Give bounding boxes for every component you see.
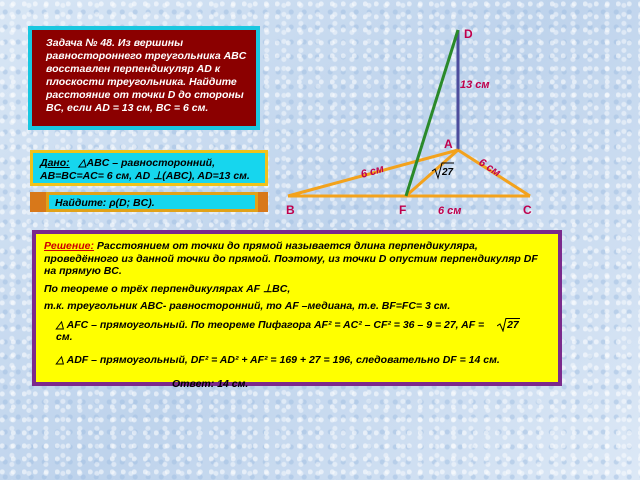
solution-line-3 bbox=[56, 319, 550, 344]
ad-length-label: 13 см bbox=[460, 79, 490, 91]
svg-text:27: 27 bbox=[442, 167, 454, 178]
solution-intro-text: Расстоянием от точки до прямой называется длина перпендикуляра, проведённого из данной точки до прямой. Поэтому, из точки D опустим перпендикуляр DF на прямую BC. bbox=[44, 240, 538, 277]
given-box bbox=[30, 150, 268, 186]
solution-line-2: т.к. треугольник ABC- равносторонний, то AF –медиана, т.е. BF=FC= 3 см. bbox=[44, 300, 451, 312]
task-text: Из вершины равностороннего треугольника ABC восставлен перпендикуляр AD к плоскости треугольника. Найдите расстояние от точки D до стороны BC, если AD = 13 см, BC = 6 см. bbox=[46, 37, 247, 114]
triangle-symbol: △ bbox=[56, 353, 67, 366]
solution-line-1: По теореме о трёх перпендикулярах AF ⊥BC, bbox=[44, 282, 291, 295]
given-line-2: AB=BC=AC= 6 см, AD ⊥(ABC), AD=13 см. bbox=[40, 170, 250, 182]
solution-line-3-unit: см. bbox=[56, 331, 73, 343]
solution-answer: Ответ: 14 см. bbox=[172, 378, 249, 390]
point-c-label: C bbox=[523, 203, 532, 217]
point-d-label: D bbox=[464, 27, 473, 41]
find-text: ρ(D; BC). bbox=[109, 197, 155, 209]
point-b-label: B bbox=[286, 203, 295, 217]
triangle-symbol: △ bbox=[72, 157, 87, 169]
solution-line-3-text: AFC – прямоугольный. По теореме Пифагора AF² = AC² – CF² = 36 – 9 = 27, AF = bbox=[66, 318, 485, 331]
task-box bbox=[28, 26, 260, 130]
solution-label: Решение: bbox=[44, 240, 94, 252]
solution-line-4-text: ADF – прямоугольный, DF² = AD² + AF² = 169 + 27 = 196, следовательно DF = 14 см. bbox=[66, 353, 500, 366]
triangle-symbol: △ bbox=[56, 318, 67, 331]
solution-box bbox=[32, 230, 562, 390]
ac-length-label: 6 см bbox=[476, 156, 503, 180]
point-a-label: A bbox=[444, 137, 453, 151]
ab-length-label: 6 см bbox=[359, 162, 386, 181]
point-f-label: F bbox=[399, 203, 407, 217]
solution-intro bbox=[44, 240, 550, 278]
find-box bbox=[46, 192, 258, 212]
given-line-1 bbox=[40, 157, 259, 170]
find-label: Найдите: bbox=[55, 197, 107, 209]
solution-line-4 bbox=[56, 354, 550, 367]
given-text-1: ABC – равносторонний, bbox=[86, 157, 216, 169]
task-title: Задача № 48. bbox=[46, 37, 115, 49]
sqrt-27-value: 27 bbox=[507, 318, 519, 331]
given-label: Дано: bbox=[40, 157, 70, 169]
bc-length-label: 6 см bbox=[438, 205, 462, 217]
sqrt-27 bbox=[497, 319, 520, 332]
